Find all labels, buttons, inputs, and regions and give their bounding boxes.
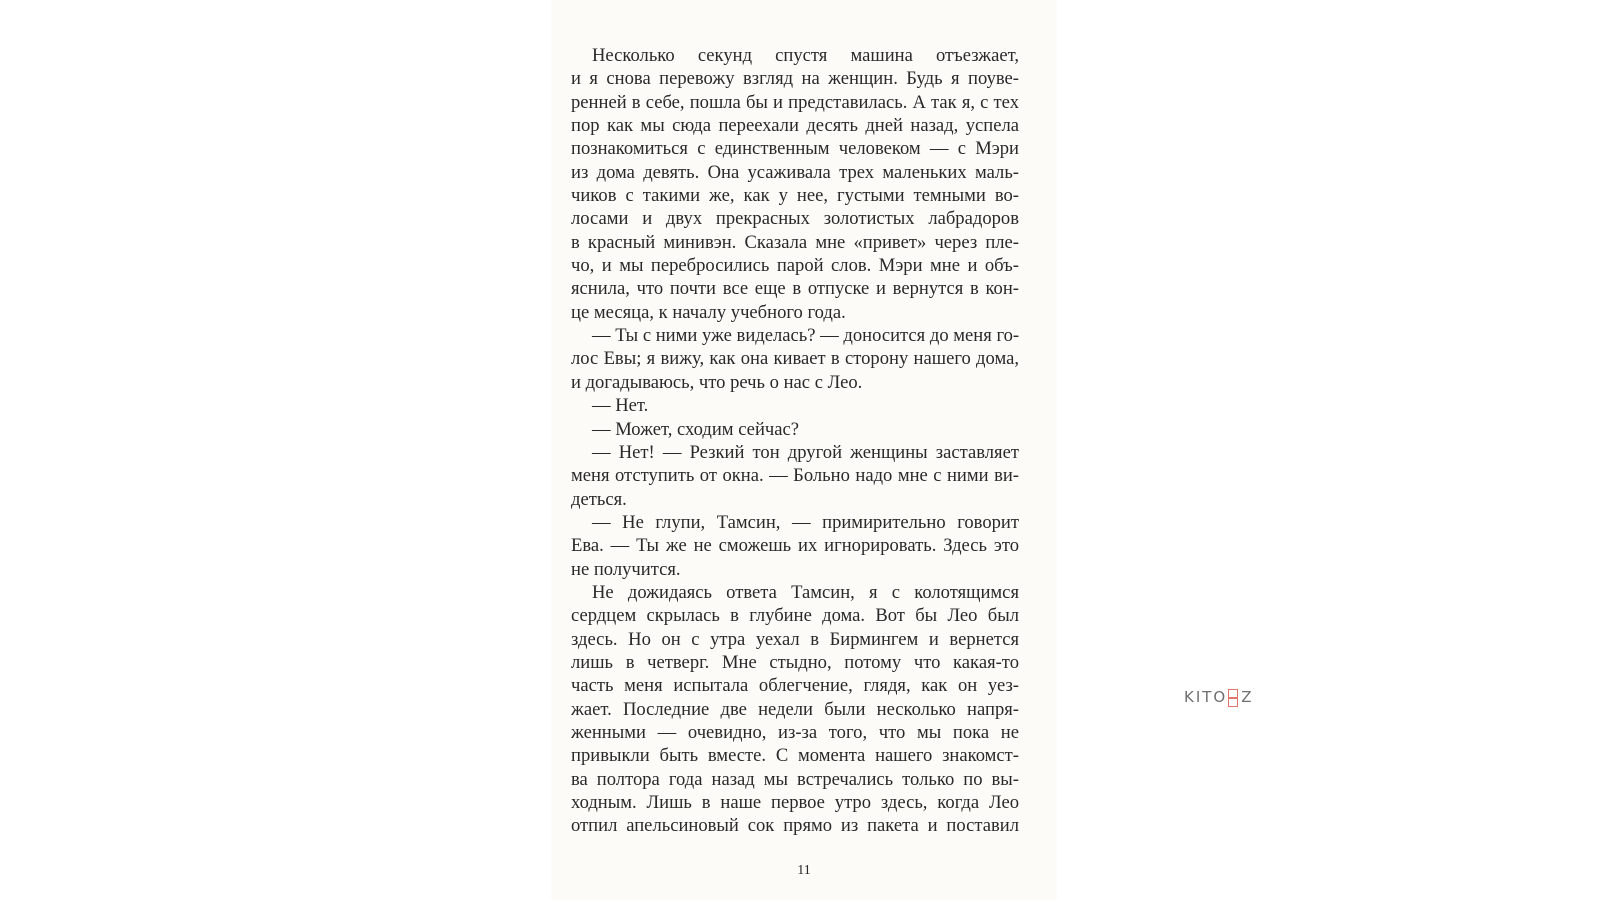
text-line: яснила, что почти все еще в отпуске и вернутся в кон-	[571, 278, 1019, 300]
text-line: — Может, сходим сейчас?	[592, 418, 799, 440]
text-line: пор как мы сюда переехали десять дней назад, успела	[571, 115, 1019, 137]
text-line: в красный минивэн. Сказала мне «привет» через пле-	[571, 231, 1019, 253]
text-line: женными — очевидно, из-за того, что мы пока не	[571, 721, 1019, 743]
watermark-suffix: Z	[1241, 688, 1254, 706]
text-line: ходным. Лишь в наше первое утро здесь, когда Лео	[571, 792, 1019, 813]
text-line: ва полтора года назад мы встречались только по вы-	[571, 768, 1019, 790]
text-line: Ева. — Ты же не сможешь их игнорировать. Здесь это	[571, 535, 1019, 557]
text-line: — Нет! — Резкий тон другой женщины заставляет	[592, 441, 1019, 463]
text-line: жает. Последние две недели были несколько напря-	[571, 698, 1019, 720]
text-line: це месяца, к началу учебного года.	[571, 301, 846, 323]
text-line: познакомиться с единственным человеком — с Мэри	[571, 138, 1019, 160]
text-line: Несколько секунд спустя машина отъезжает,	[592, 45, 1019, 66]
text-line: часть меня испытала облегчение, глядя, как он уез-	[571, 675, 1019, 697]
watermark-logo	[1184, 688, 1254, 706]
text-line: меня отступить от окна. — Больно надо мне с ними ви-	[571, 465, 1019, 487]
watermark-book-icon	[1228, 689, 1238, 707]
text-line: ренней в себе, пошла бы и представилась. А так я, с тех	[571, 91, 1019, 113]
text-line: отпил апельсиновый сок прямо из пакета и поставил	[571, 815, 1019, 837]
text-line: чо, и мы перебросились парой слов. Мэри мне и объ-	[571, 255, 1019, 277]
text-line: сердцем скрылась в глубине дома. Вот бы Лео был	[571, 605, 1019, 627]
text-line: здесь. Но он с утра уехал в Бирмингем и вернется	[571, 628, 1019, 650]
text-line: и я снова перевожу взгляд на женщин. Будь я поуве-	[571, 68, 1019, 90]
text-line: — Не глупи, Тамсин, — примирительно говорит	[592, 511, 1019, 533]
watermark-prefix: KITO	[1184, 688, 1228, 706]
page-number: 11	[797, 863, 811, 878]
text-line: не получится.	[571, 558, 681, 580]
text-line: лишь в четверг. Мне стыдно, потому что какая-то	[571, 651, 1019, 673]
text-line: лос Евы; я вижу, как она кивает в сторону нашего дома,	[571, 348, 1019, 370]
text-line: деться.	[571, 488, 627, 510]
text-line: лосами и двух прекрасных золотистых лабрадоров	[571, 208, 1019, 230]
text-line: — Нет.	[592, 395, 649, 417]
text-line: чиков с такими же, как у нее, густыми темными во-	[571, 185, 1019, 207]
text-line: привыкли быть вместе. С момента нашего знакомст-	[571, 745, 1019, 767]
text-line: — Ты с ними уже виделась? — доносится до меня го-	[592, 325, 1020, 347]
text-line: и догадываюсь, что речь о нас с Лео.	[571, 371, 863, 393]
text-line: Не дожидаясь ответа Тамсин, я с колотящимся	[592, 581, 1019, 603]
text-line: из дома девять. Она усаживала трех маленьких маль-	[571, 161, 1019, 183]
book-page	[551, 0, 1057, 900]
page-body-text	[571, 44, 1019, 838]
